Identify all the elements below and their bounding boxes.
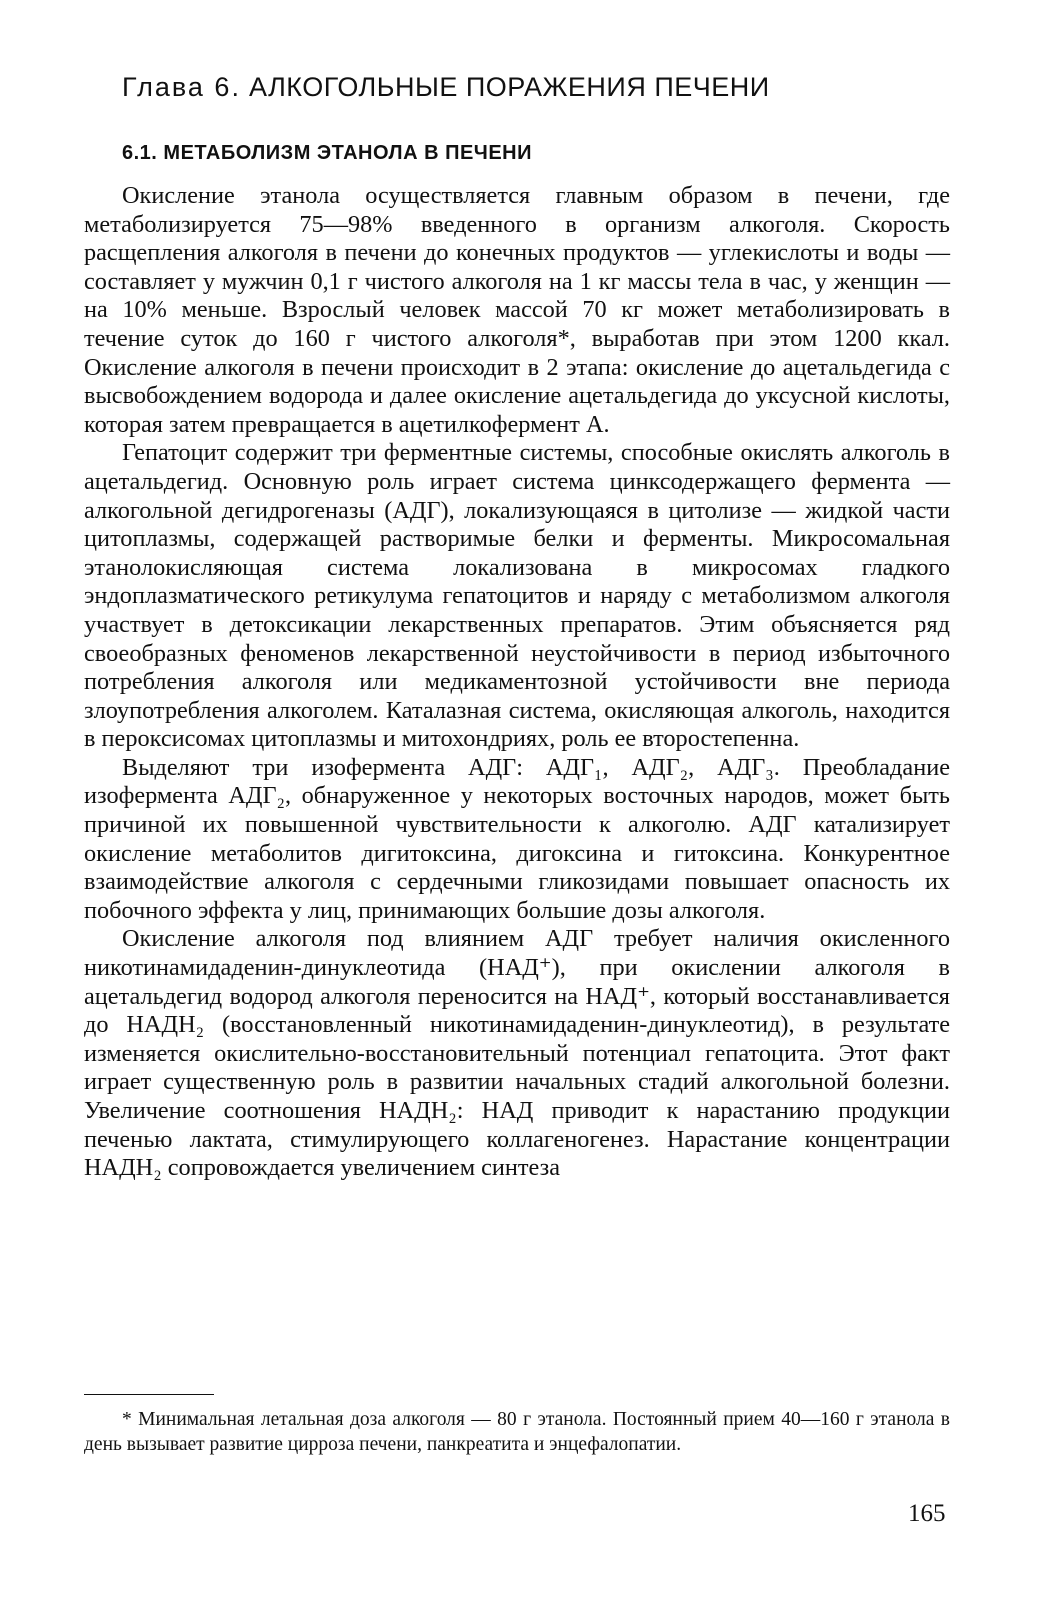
chapter-name: АЛКОГОЛЬНЫЕ ПОРАЖЕНИЯ ПЕЧЕНИ (248, 72, 770, 102)
chapter-title (122, 72, 770, 103)
body-text (84, 182, 950, 1183)
paragraph-3: Выделяют три изофермента АДГ: АДГ₁, АДГ₂, АДГ₃. Преобладание изофермента АДГ₂, обнаруженное у некоторых восточных народов, может быть причиной их повышенной чувствительности к алкоголю. АДГ катализирует окисление метаболитов дигитоксина, дигоксина и гитоксина. Конкурентное взаимодействие алкоголя с сердечными гликозидами повышает опасность их побочного эффекта у лиц, принимающих большие дозы алкоголя. (84, 753, 950, 924)
footnote-divider (84, 1394, 214, 1395)
paragraph-4: Окисление алкоголя под влиянием АДГ требует наличия окисленного никотинамидаденин-динуклеотида (НАД⁺), при окислении алкоголя в ацетальдегид водород алкоголя переносится на НАД⁺, который восстанавливается до НАДН₂ (восстановленный никотинамидаденин-динуклеотид), в результате изменяется окислительно-восстановительный потенциал гепатоцита. Этот факт играет существенную роль в развитии начальных стадий алкогольной болезни. Увеличение соотношения НАДН₂: НАД приводит к нарастанию продукции печенью лактата, стимулирующего коллагеногенез. Нарастание концентрации НАДН₂ сопровождается увеличением синтеза (84, 925, 950, 1182)
page-number: 165 (908, 1500, 946, 1527)
section-title: 6.1. МЕТАБОЛИЗМ ЭТАНОЛА В ПЕЧЕНИ (122, 142, 532, 164)
paragraph-1: Окисление этанола осуществляется главным образом в печени, где метаболизируется 75—98% введенного в организм алкоголя. Скорость расщепления алкоголя в печени до конечных продуктов — углекислоты и воды — составляет у мужчин 0,1 г чистого алкоголя на 1 кг массы тела в час, у женщин — на 10% меньше. Взрослый человек массой 70 кг может метаболизировать в течение суток до 160 г чистого алкоголя*, выработав при этом 1200 ккал. Окисление алкоголя в печени происходит в 2 этапа: окисление до ацетальдегида с высвобождением водорода и далее окисление ацетальдегида до уксусной кислоты, которая затем превращается в ацетилкофермент А. (84, 182, 950, 438)
chapter-label: Глава 6. (122, 72, 241, 102)
paragraph-2: Гепатоцит содержит три ферментные системы, способные окислять алкоголь в ацетальдегид. Основную роль играет система цинксодержащего фермента — алкогольной дегидрогеназы (АДГ), локализующаяся в цитолизе — жидкой части цитоплазмы, содержащей растворимые белки и ферменты. Микросомальная этанолокисляющая система локализована в микросомах гладкого эндоплазматического ретикулума гепатоцитов и наряду с метаболизмом алкоголя участвует в детоксикации лекарственных препаратов. Этим объясняется ряд своеобразных феноменов лекарственной неустойчивости в период избыточного потребления алкоголя или медикаментозной устойчивости вне периода злоупотребления алкоголем. Каталазная система, окисляющая алкоголь, находится в пероксисомах цитоплазмы и митохондриях, роль ее второстепенна. (84, 439, 950, 753)
footnote: * Минимальная летальная доза алкоголя — 80 г этанола. Постоянный прием 40—160 г этанола в день вызывает развитие цирроза печени, панкреатита и энцефалопатии. (84, 1409, 950, 1455)
